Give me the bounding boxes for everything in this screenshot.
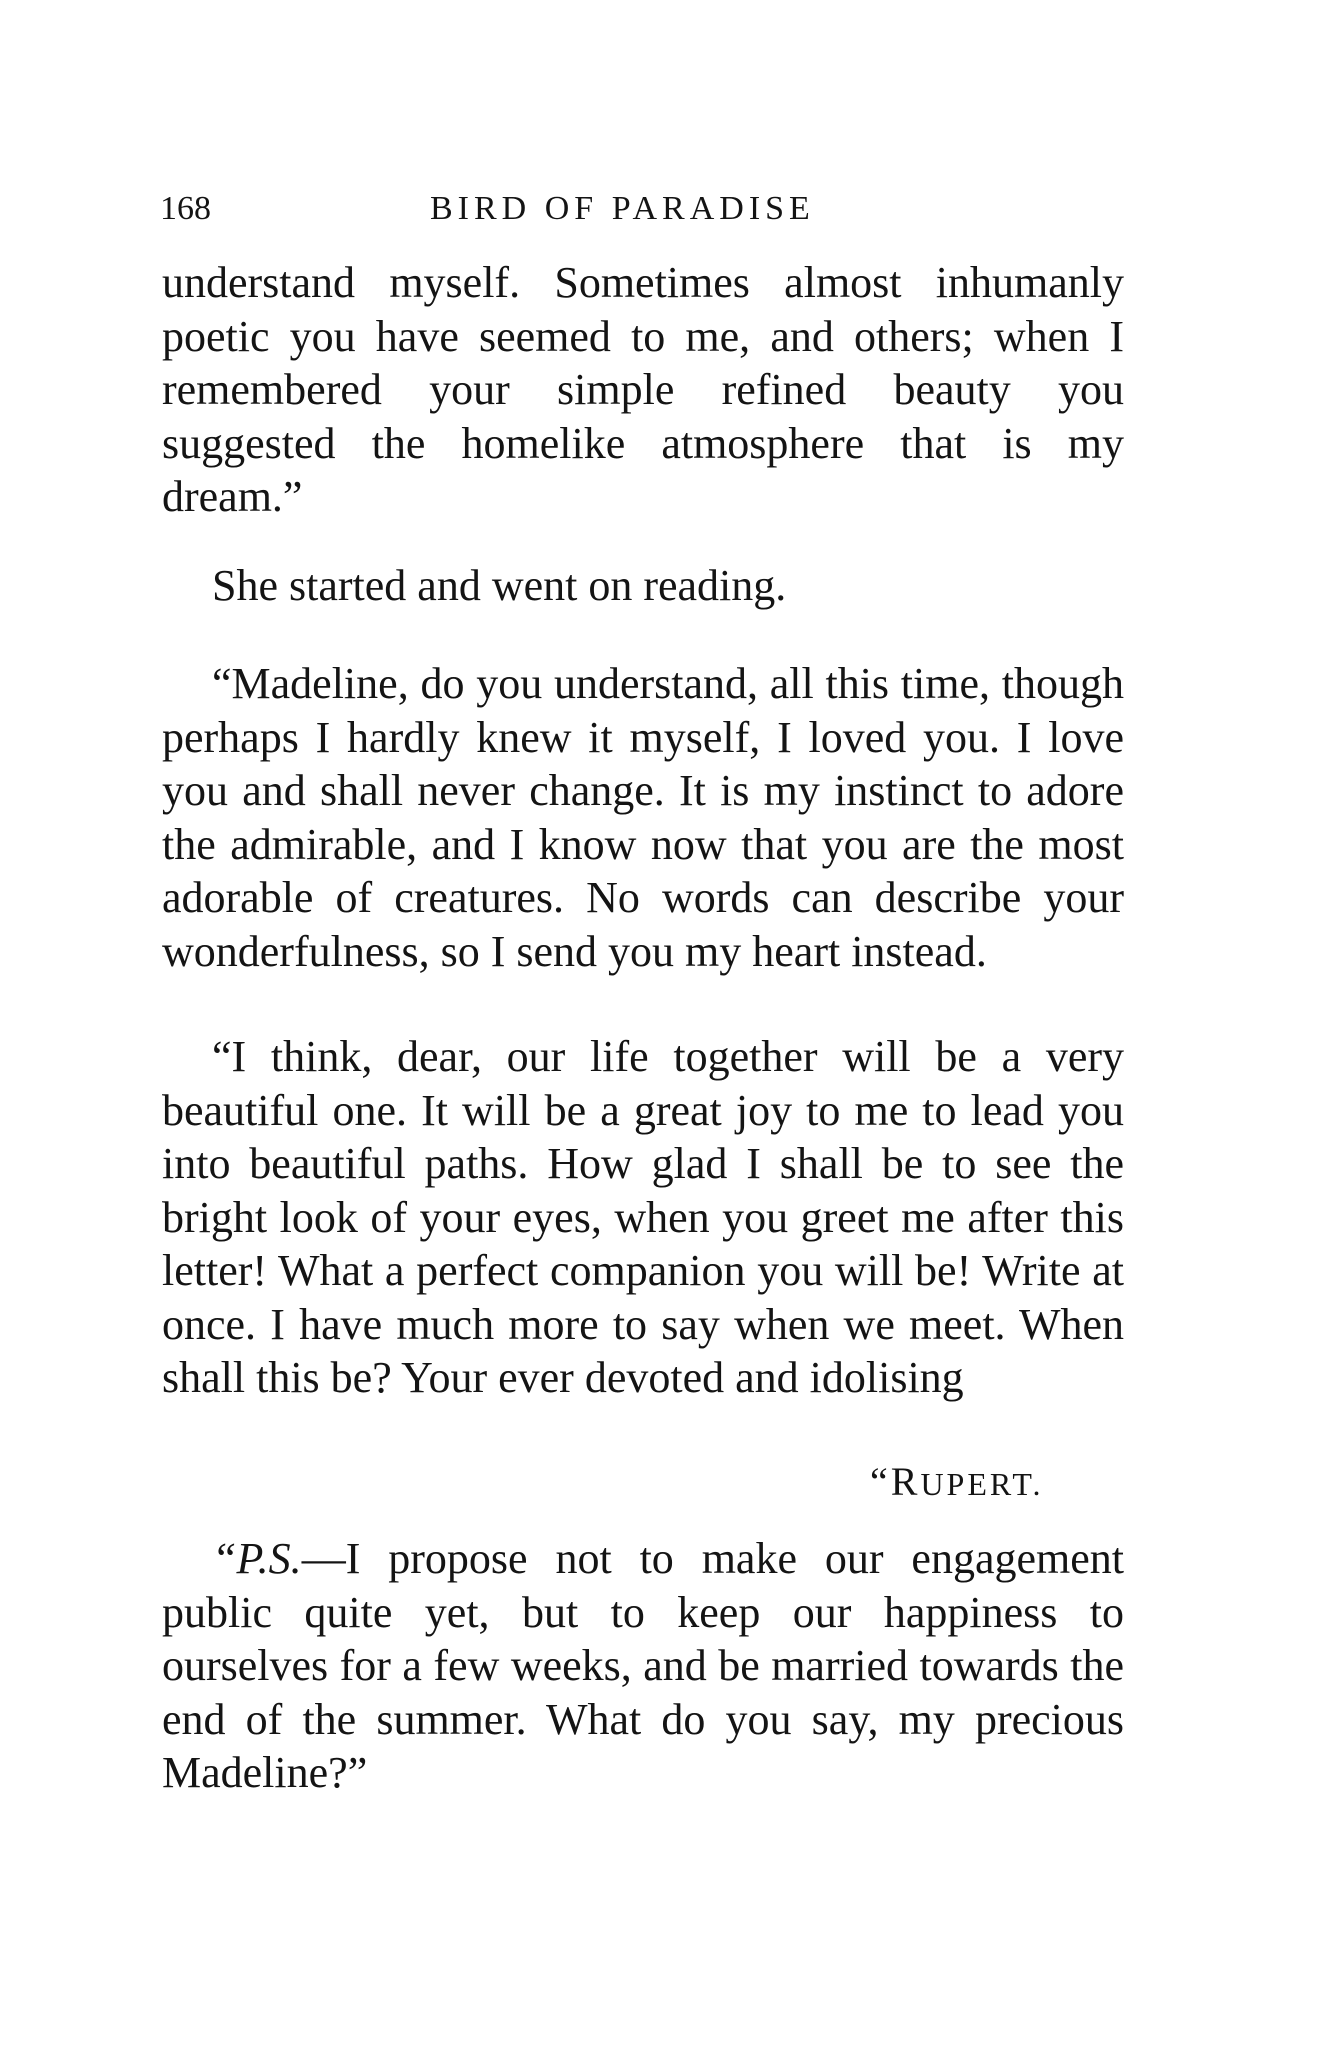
paragraph-postscript [162, 1532, 1124, 1800]
paragraph-continuation: understand myself. Sometimes almost inhumanly poetic you have seemed to me, and others; when I remembered your simple refined beauty you suggested the homelike atmosphere that is my dream.” [162, 258, 1124, 521]
signature-initial: “R [870, 1459, 921, 1504]
paragraph-narration: She started and went on reading. [212, 561, 787, 610]
letter-signature [870, 1458, 1043, 1505]
paragraph-letter-2: “I think, dear, our life together will be a very beautiful one. It will be a great joy to me to lead you into beautiful paths. How glad I shall be to see the bright look of your eyes, when you greet me after this letter! What a perfect companion you will be! Write at once. I have much more to say when we meet. When shall this be? Your ever devoted and idolising [162, 1032, 1124, 1402]
page-number: 168 [160, 190, 211, 227]
postscript-text: —I propose not to make our engagement public quite yet, but to keep our happiness to ourselves for a few weeks, and be married towards the end of the summer. What do you say, my precious Madeline?” [162, 1534, 1124, 1797]
signature-rest: UPERT. [920, 1466, 1044, 1502]
paragraph-letter-1: “Madeline, do you understand, all this time, though perhaps I hardly knew it myself, I loved you. I love you and shall never change. It is my instinct to adore the admirable, and I know now that you are the most adorable of creatures. No words can describe your wonderfulness, so I send you my heart instead. [162, 659, 1124, 976]
page-header [160, 190, 1160, 240]
postscript-label: “P.S. [212, 1534, 302, 1583]
running-title: BIRD OF PARADISE [430, 190, 815, 227]
